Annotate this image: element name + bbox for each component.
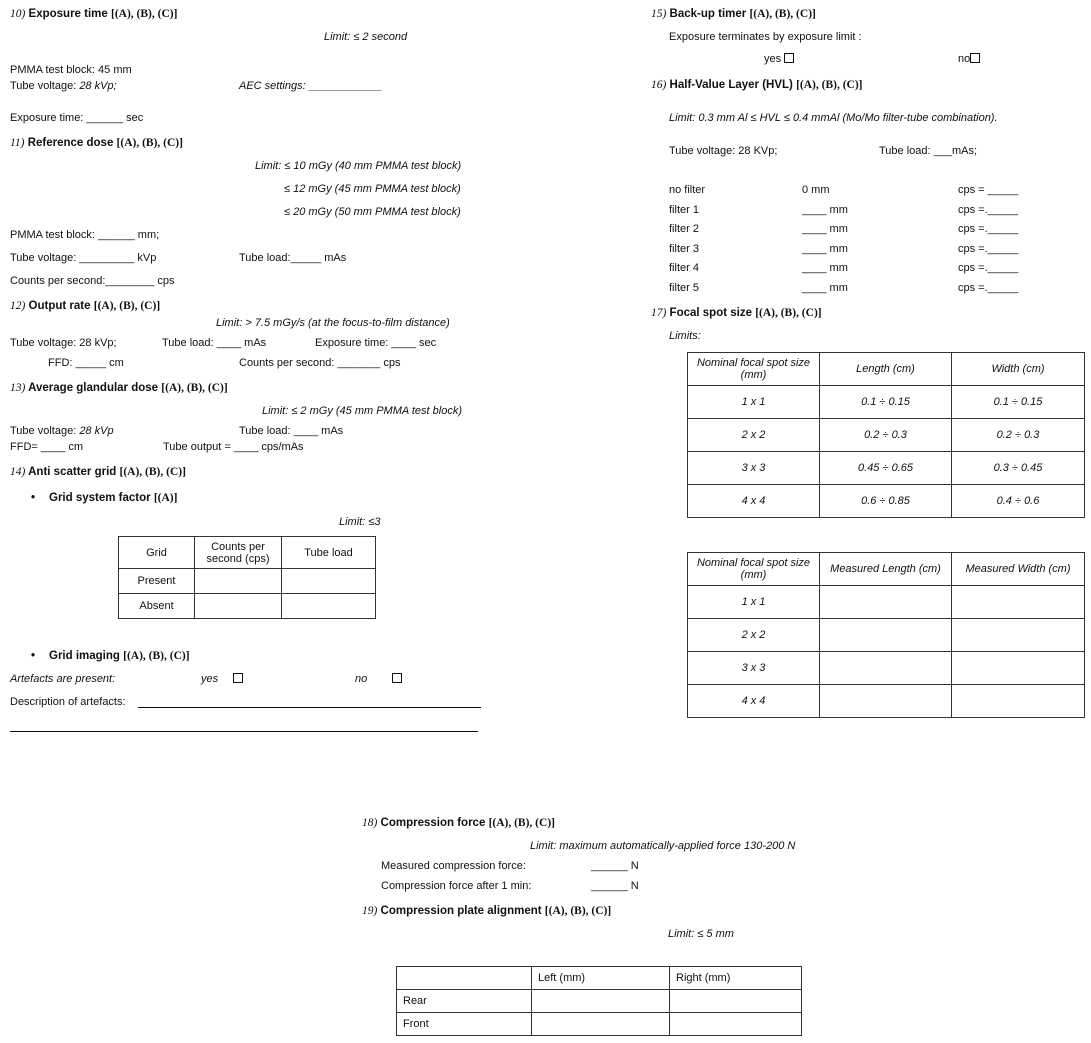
table-cell: 0.2 ÷ 0.3 <box>820 419 952 452</box>
table-cell[interactable] <box>952 652 1085 685</box>
filter-cps: cps =._____ <box>958 282 1019 294</box>
table-header: Right (mm) <box>670 967 802 990</box>
yes-option[interactable]: yes <box>764 53 794 65</box>
filter-mm: ____ mm <box>802 204 848 216</box>
ffd-field: FFD= ____ cm <box>10 441 84 453</box>
filter-mm: ____ mm <box>802 262 848 274</box>
filter-cps: cps = _____ <box>958 184 1019 196</box>
table-cell: 2 x 2 <box>688 619 820 652</box>
table-cell: 1 x 1 <box>688 586 820 619</box>
limit-text: Limit: 0.3 mm Al ≤ HVL ≤ 0.4 mmAl (Mo/Mo filter-tube combination). <box>669 112 998 124</box>
table-cell <box>282 594 376 619</box>
table-cell: 0.6 ÷ 0.85 <box>820 485 952 518</box>
filter-label: no filter <box>669 184 706 196</box>
table-cell[interactable] <box>532 1013 670 1036</box>
checkbox[interactable] <box>784 53 794 63</box>
table-header: Nominal focal spot size (mm) <box>688 353 820 386</box>
description-line[interactable] <box>10 731 478 732</box>
tube-voltage: Tube voltage: 28 kVp; <box>10 337 117 349</box>
table-header <box>397 967 532 990</box>
ffd-field: FFD: _____ cm <box>48 357 124 369</box>
filter-mm: ____ mm <box>802 223 848 235</box>
force-after-value: ______ N <box>591 880 639 892</box>
plate-alignment-table <box>396 966 802 1036</box>
filter-label: filter 1 <box>669 204 699 216</box>
limit-text: Limit: > 7.5 mGy/s (at the focus-to-film distance) <box>216 317 450 329</box>
table-cell: 0.1 ÷ 0.15 <box>952 386 1085 419</box>
table-cell[interactable] <box>670 990 802 1013</box>
limits-label: Limits: <box>669 330 701 342</box>
table-cell: 0.45 ÷ 0.65 <box>820 452 952 485</box>
yes-option[interactable]: yes <box>201 673 243 685</box>
exposure-time-field: Exposure time: ____ sec <box>315 337 437 349</box>
section-18-heading: 18) Compression force [(A), (B), (C)] <box>362 817 555 829</box>
checkbox[interactable] <box>392 673 402 683</box>
limit-text: ≤ 12 mGy (45 mm PMMA test block) <box>284 183 461 195</box>
limit-text: ≤ 20 mGy (50 mm PMMA test block) <box>284 206 461 218</box>
limit-text: Limit: ≤ 2 mGy (45 mm PMMA test block) <box>262 405 462 417</box>
filter-label: filter 3 <box>669 243 699 255</box>
limit-text: Limit: ≤ 5 mm <box>668 928 734 940</box>
focal-spot-measured-table <box>687 552 1085 718</box>
filter-cps: cps =._____ <box>958 243 1019 255</box>
table-cell[interactable] <box>670 1013 802 1036</box>
table-row-label: Present <box>119 569 195 594</box>
table-header: Length (cm) <box>820 353 952 386</box>
section-number: 10) <box>10 8 26 20</box>
table-header: Tube load <box>282 537 376 569</box>
table-cell <box>195 594 282 619</box>
table-row-label: Front <box>397 1013 532 1036</box>
tube-load-field: Tube load:_____ mAs <box>239 252 347 264</box>
tube-load-field: Tube load: ___mAs; <box>879 145 978 157</box>
table-cell: 0.3 ÷ 0.45 <box>952 452 1085 485</box>
section-12-heading: 12) Output rate [(A), (B), (C)] <box>10 300 161 312</box>
table-cell: 3 x 3 <box>688 452 820 485</box>
table-cell[interactable] <box>952 619 1085 652</box>
table-header: Width (cm) <box>952 353 1085 386</box>
table-cell: 0.4 ÷ 0.6 <box>952 485 1085 518</box>
table-header: Nominal focal spot size (mm) <box>688 553 820 586</box>
artefacts-label: Artefacts are present: <box>10 673 116 685</box>
table-header: Left (mm) <box>532 967 670 990</box>
limit-text: Limit: ≤ 2 second <box>324 31 408 43</box>
tube-voltage: Tube voltage: 28 KVp; <box>669 145 778 157</box>
table-cell: 0.1 ÷ 0.15 <box>820 386 952 419</box>
checkbox[interactable] <box>970 53 980 63</box>
grid-imaging-heading: • Grid imaging [(A), (B), (C)] <box>49 650 190 662</box>
tube-voltage: Tube voltage: 28 kVp; <box>10 80 117 92</box>
table-cell: 4 x 4 <box>688 485 820 518</box>
tube-voltage-field: Tube voltage: _________ kVp <box>10 252 157 264</box>
tube-load-field: Tube load: ____ mAs <box>162 337 267 349</box>
filter-mm: ____ mm <box>802 282 848 294</box>
measured-force-value: ______ N <box>591 860 639 872</box>
table-cell[interactable] <box>820 586 952 619</box>
table-cell: 3 x 3 <box>688 652 820 685</box>
section-10-heading <box>10 8 177 20</box>
filter-label: filter 2 <box>669 223 699 235</box>
section-14-heading: 14) Anti scatter grid [(A), (B), (C)] <box>10 466 186 478</box>
table-cell <box>195 569 282 594</box>
table-cell[interactable] <box>820 619 952 652</box>
measured-force-label: Measured compression force: <box>381 860 526 872</box>
table-cell: 1 x 1 <box>688 386 820 419</box>
limit-text: Limit: ≤ 10 mGy (40 mm PMMA test block) <box>255 160 462 172</box>
tube-load-field: Tube load: ____ mAs <box>239 425 344 437</box>
table-row-label: Rear <box>397 990 532 1013</box>
section-16-heading: 16) Half-Value Layer (HVL) [(A), (B), (C)] <box>651 79 863 91</box>
table-cell[interactable] <box>820 652 952 685</box>
table-header: Measured Width (cm) <box>952 553 1085 586</box>
filter-mm: 0 mm <box>802 184 830 196</box>
section-11-heading: 11) Reference dose [(A), (B), (C)] <box>10 137 183 149</box>
section-15-heading: 15) Back-up timer [(A), (B), (C)] <box>651 8 816 20</box>
cps-field: Counts per second: _______ cps <box>239 357 401 369</box>
table-row-label: Absent <box>119 594 195 619</box>
tube-output-field: Tube output = ____ cps/mAs <box>163 441 304 453</box>
grid-system-factor-heading: • Grid system factor [(A)] <box>49 492 177 504</box>
tube-voltage: Tube voltage: 28 kVp <box>10 425 114 437</box>
backup-timer-text: Exposure terminates by exposure limit : <box>669 31 862 43</box>
section-13-heading: 13) Average glandular dose [(A), (B), (C)] <box>10 382 228 394</box>
description-line[interactable] <box>138 707 481 708</box>
cps-field: Counts per second:________ cps <box>10 275 175 287</box>
table-cell <box>282 569 376 594</box>
checkbox[interactable] <box>233 673 243 683</box>
filter-cps: cps =._____ <box>958 204 1019 216</box>
table-header: Measured Length (cm) <box>820 553 952 586</box>
no-option[interactable]: no <box>355 673 402 685</box>
filter-cps: cps =._____ <box>958 223 1019 235</box>
grid-factor-table <box>118 536 376 619</box>
section-title: Exposure time <box>28 8 108 20</box>
aec-settings: AEC settings: ____________ <box>239 80 383 92</box>
table-cell[interactable] <box>952 685 1085 718</box>
table-header: Grid <box>119 537 195 569</box>
pmma-field: PMMA test block: ______ mm; <box>10 229 160 241</box>
section-17-heading: 17) Focal spot size [(A), (B), (C)] <box>651 307 822 319</box>
filter-label: filter 4 <box>669 262 699 274</box>
limit-text: Limit: ≤3 <box>339 516 381 528</box>
exposure-time-field: Exposure time: ______ sec <box>10 112 144 124</box>
no-option[interactable]: no <box>958 53 980 65</box>
table-cell[interactable] <box>532 990 670 1013</box>
table-cell: 4 x 4 <box>688 685 820 718</box>
table-cell: 0.2 ÷ 0.3 <box>952 419 1085 452</box>
focal-spot-limits-table <box>687 352 1085 518</box>
table-header: Counts per second (cps) <box>195 537 282 569</box>
limit-text: Limit: maximum automatically-applied force 130-200 N <box>530 840 796 852</box>
filter-cps: cps =._____ <box>958 262 1019 274</box>
force-after-label: Compression force after 1 min: <box>381 880 532 892</box>
pmma-block: PMMA test block: 45 mm <box>10 64 132 76</box>
filter-mm: ____ mm <box>802 243 848 255</box>
description-label: Description of artefacts: <box>10 696 126 708</box>
filter-label: filter 5 <box>669 282 699 294</box>
section-ref: [(A), (B), (C)] <box>111 8 178 20</box>
section-19-heading: 19) Compression plate alignment [(A), (B), (C)] <box>362 905 612 917</box>
table-cell[interactable] <box>952 586 1085 619</box>
table-cell[interactable] <box>820 685 952 718</box>
table-cell: 2 x 2 <box>688 419 820 452</box>
